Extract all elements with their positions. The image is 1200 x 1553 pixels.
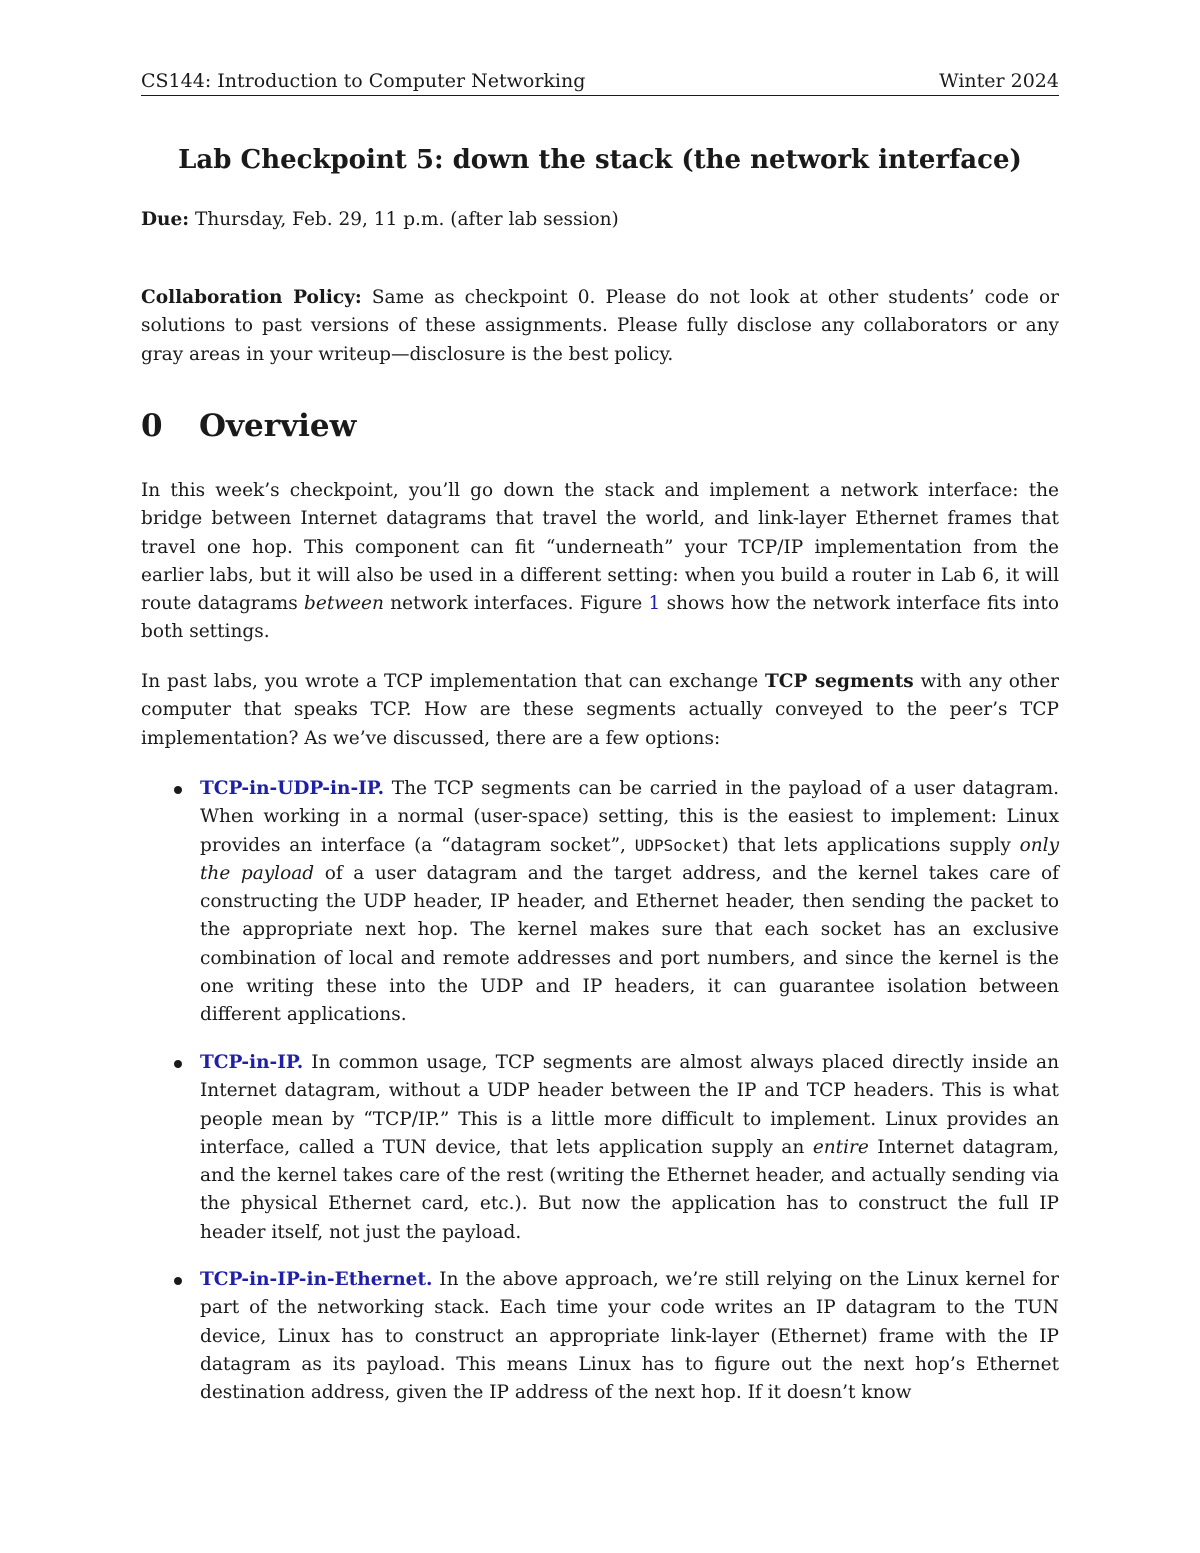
due-label: Due: (141, 209, 190, 230)
bullet-text: ) that lets applications supply (721, 834, 1020, 856)
p1-text-a: In this week’s checkpoint, you’ll go down the stack and implement a network interface: the bridge between Internet datagrams that travel the world, and link-layer Ethernet frames that travel one hop. This component can fit “underneath” your TCP/IP implementation from the earlier labs, but it will also be used in a different setting: when you build a router in Lab 6, it will route datagrams (141, 480, 1059, 615)
section-heading (141, 408, 356, 444)
collaboration-policy (141, 284, 1059, 369)
overview-paragraph-2 (141, 668, 1059, 753)
p2-text-b: with any other computer that speaks TCP. How are these segments actually conveyed to the peer’s TCP implementation? As we’ve discussed, there are a few options: (141, 671, 1060, 749)
due-text: Thursday, Feb. 29, 11 p.m. (after lab session) (194, 209, 619, 230)
list-item (200, 1266, 1059, 1407)
list-item (200, 1049, 1059, 1247)
page-title: Lab Checkpoint 5: down the stack (the network interface) (178, 145, 1022, 175)
list-item (200, 775, 1059, 1030)
overview-paragraph-1 (141, 477, 1059, 647)
p1-text-b: network interfaces. Figure (383, 593, 649, 615)
course-title: CS144: Introduction to Computer Networking (141, 70, 586, 92)
bullet-icon (174, 786, 182, 794)
bullet-emphasis: only the payload (200, 834, 1060, 884)
p1-text-c: shows how the network interface fits into both settings. (141, 593, 1059, 643)
section-number: 0 (141, 408, 163, 444)
bullet-term-link[interactable]: TCP-in-IP-in-Ethernet. (200, 1269, 433, 1290)
running-header (141, 70, 1059, 96)
bullet-term-link[interactable]: TCP-in-UDP-in-IP. (200, 778, 385, 799)
collab-label: Collaboration Policy: (141, 287, 362, 308)
p1-emphasis: between (304, 593, 384, 615)
p2-strong: TCP segments (765, 671, 914, 692)
bullet-text: Internet datagram, and the kernel takes care of the rest (writing the Ethernet header, and actually sending via the physical Ethernet card, etc.). But now the application has to construct the full IP header itself, not just the payload. (200, 1136, 1060, 1243)
bullet-text: In the above approach, we’re still relying on the Linux kernel for part of the networking stack. Each time your code writes an IP datagram to the TUN device, Linux has to construct an appropriate link-layer (Ethernet) frame with the IP datagram as its payload. This means Linux has to figure out the next hop’s Ethernet destination address, given the IP address of the next hop. If it doesn’t know (200, 1269, 1059, 1404)
due-line (141, 206, 1059, 234)
bullet-text: of a user datagram and the target address, and the kernel takes care of constructing the UDP header, IP header, and Ethernet header, then sending the packet to the appropriate next hop. The kernel makes sure that each socket has an exclusive combination of local and remote addresses and port numbers, and since the kernel is the one writing these into the UDP and IP headers, it can guarantee isolation between different applications. (200, 862, 1059, 1026)
collab-text: Same as checkpoint 0. Please do not look at other students’ code or solutions to past versions of these assignments. Please fully disclose any collaborators or any gray areas in your writeup—disclosure is the best policy. (141, 287, 1059, 365)
figure-1-link[interactable]: 1 (648, 593, 661, 615)
bullet-icon (174, 1277, 182, 1285)
p2-text-a: In past labs, you wrote a TCP implementation that can exchange (141, 671, 766, 692)
term-label: Winter 2024 (939, 70, 1059, 92)
code-udpsocket: UDPSocket (634, 835, 722, 855)
bullet-text: The TCP segments can be carried in the payload of a user datagram. When working in a normal (user-space) setting, this is the easiest to implement: Linux provides an interface (a “datagram socket”, (200, 778, 1059, 856)
section-title: Overview (199, 408, 357, 444)
bullet-emphasis: entire (812, 1136, 869, 1158)
bullet-text: In common usage, TCP segments are almost always placed directly inside an Internet datagram, without a UDP header between the IP and TCP headers. This is what people mean by “TCP/IP.” This is a little more difficult to implement. Linux provides an interface, called a TUN device, that lets application supply an (200, 1052, 1059, 1158)
bullet-icon (174, 1060, 182, 1068)
bullet-term-link[interactable]: TCP-in-IP. (200, 1052, 304, 1073)
